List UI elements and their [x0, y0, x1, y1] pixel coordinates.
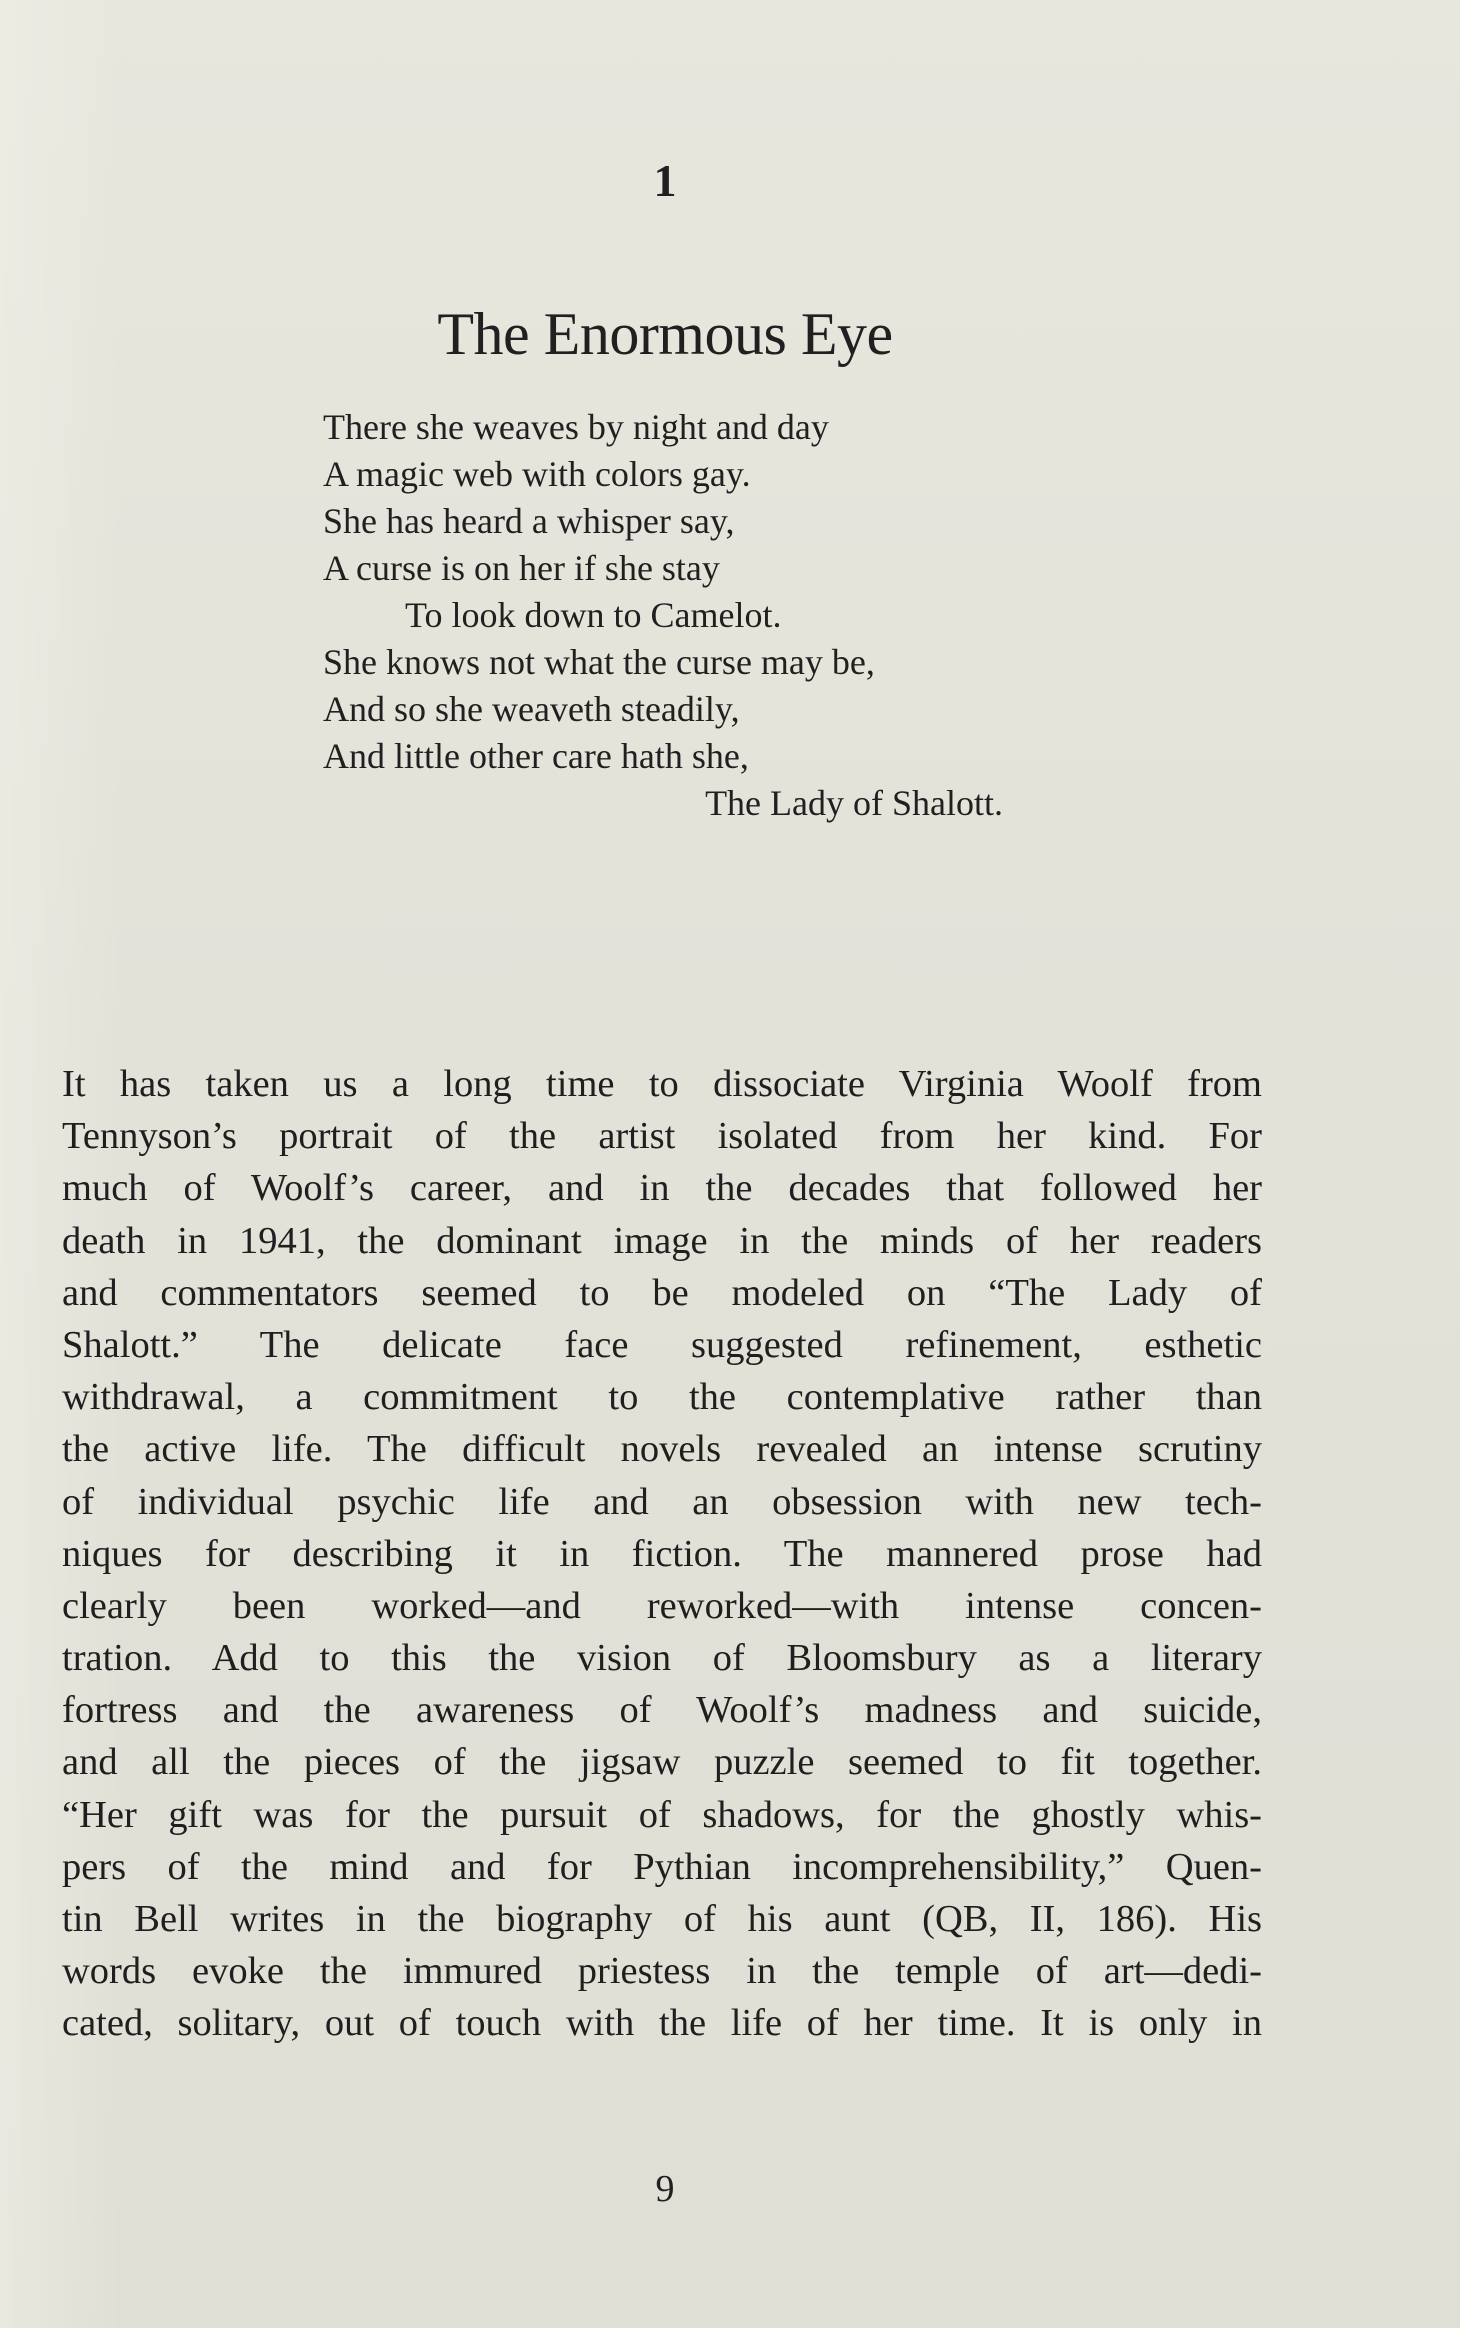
- body-line: [62, 1215, 1262, 1267]
- body-line-text: of individual psychic life and an obsession with new tech-: [62, 1480, 1262, 1523]
- body-line: [62, 1371, 1262, 1423]
- body-line: [62, 1945, 1262, 1997]
- body-line-text: much of Woolf’s career, and in the decades that followed her: [62, 1167, 1262, 1210]
- verse-line: She has heard a whisper say,: [323, 501, 735, 541]
- body-line-text: cated, solitary, out of touch with the life of her time. It is only in: [62, 2002, 1262, 2045]
- body-line-text: fortress and the awareness of Woolf’s madness and suicide,: [62, 1689, 1262, 1732]
- body-line: [62, 1789, 1262, 1841]
- body-line-text: withdrawal, a commitment to the contemplative rather than: [62, 1376, 1262, 1419]
- body-line-text: It has taken us a long time to dissociate Virginia Woolf from: [62, 1063, 1262, 1105]
- body-line-text: Tennyson’s portrait of the artist isolated from her kind. For: [62, 1115, 1262, 1158]
- verse-line: And little other care hath she,: [323, 736, 749, 776]
- body-line: [62, 1893, 1262, 1945]
- body-line: [62, 1736, 1262, 1788]
- body-paragraph: [62, 1058, 1262, 2050]
- verse-attribution-line: The Lady of Shalott.: [705, 783, 1003, 823]
- body-line-text: and all the pieces of the jigsaw puzzle seemed to fit together.: [62, 1741, 1262, 1784]
- body-line: [62, 1580, 1262, 1632]
- verse-line: A magic web with colors gay.: [323, 454, 751, 494]
- body-line: [62, 1423, 1262, 1475]
- body-line: [62, 1997, 1262, 2049]
- body-line: [62, 1162, 1262, 1214]
- body-line: [62, 1841, 1262, 1893]
- body-line-text: Shalott.” The delicate face suggested refinement, esthetic: [62, 1323, 1262, 1366]
- chapter-title: The Enormous Eye: [437, 301, 893, 367]
- body-line-text: the active life. The difficult novels revealed an intense scrutiny: [62, 1428, 1262, 1471]
- body-line-text: “Her gift was for the pursuit of shadows, for the ghostly whis-: [62, 1793, 1262, 1836]
- body-line-text: clearly been worked—and reworked—with intense concen-: [62, 1584, 1262, 1627]
- body-line-text: death in 1941, the dominant image in the minds of her readers: [62, 1219, 1262, 1262]
- body-line-text: pers of the mind and for Pythian incomprehensibility,” Quen-: [62, 1845, 1262, 1888]
- body-line: [62, 1632, 1262, 1684]
- body-line-text: and commentators seemed to be modeled on “The Lady of: [62, 1271, 1262, 1314]
- body-line: [62, 1110, 1262, 1162]
- body-line: [62, 1319, 1262, 1371]
- body-line: [62, 1267, 1262, 1319]
- body-line: [62, 1528, 1262, 1580]
- body-line-text: niques for describing it in fiction. The mannered prose had: [62, 1532, 1262, 1575]
- page-number: 9: [655, 2168, 675, 2210]
- body-line: [62, 1476, 1262, 1528]
- epigraph-verse: [323, 404, 1013, 827]
- body-line: [62, 1058, 1262, 1110]
- body-line-text: words evoke the immured priestess in the temple of art—dedi-: [62, 1950, 1262, 1993]
- verse-line: There she weaves by night and day: [323, 407, 829, 447]
- body-line-text: tin Bell writes in the biography of his aunt (QB, II, 186). His: [62, 1898, 1262, 1940]
- verse-line-indented: To look down to Camelot.: [405, 595, 782, 635]
- body-line-text: tration. Add to this the vision of Bloomsbury as a literary: [62, 1637, 1262, 1680]
- verse-line: She knows not what the curse may be,: [323, 642, 875, 682]
- verse-line: And so she weaveth steadily,: [323, 689, 740, 729]
- verse-line: A curse is on her if she stay: [323, 548, 720, 588]
- chapter-number: 1: [653, 155, 677, 206]
- body-line: [62, 1684, 1262, 1736]
